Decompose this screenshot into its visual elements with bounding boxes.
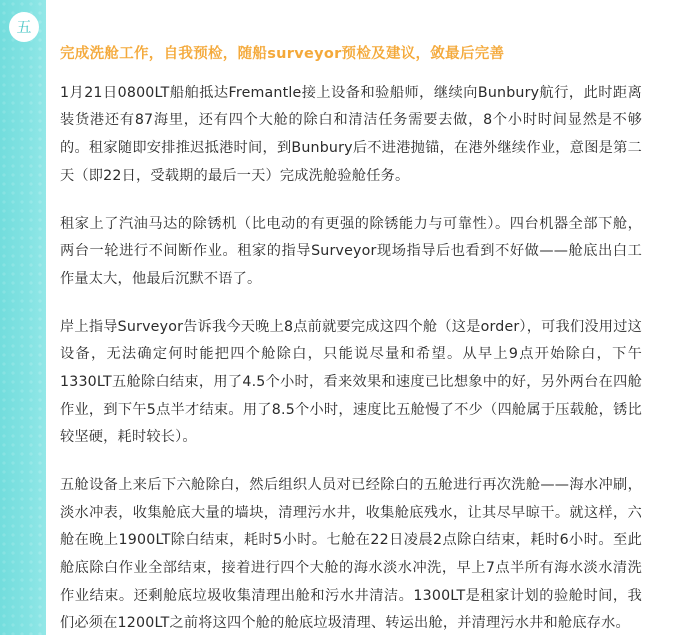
- chapter-number-badge: 五: [9, 12, 39, 42]
- body-paragraph: 1月21日0800LT船舶抵达Fremantle接上设备和验船师，继续向Bunbury航行，此时距离装货港还有87海里，还有四个大舱的除白和清洁任务需要去做，8个小时时间显然是不够的。租家随即安排推迟抵港时间，到Bunbury后不进港抛锚，在港外继续作业，意图是第二天（即22日，受载期的最后一天）完成洗舱验舱任务。: [60, 84, 642, 184]
- section-heading: 完成洗舱工作，自我预检，随船surveyor预检及建议，敛最后完善: [60, 46, 505, 62]
- body-paragraph: 岸上指导Surveyor告诉我今天晚上8点前就要完成这四个舱（这是order），可我们没用过这设备，无法确定何时能把四个舱除白，只能说尽量和希望。从早上9点开始除白，下午1330LT五舱除白结束，用了4.5个小时，看来效果和速度已比想象中的好，另外两台在四舱作业，到下午5点半才结束。用了8.5个小时，速度比五舱慢了不少（四舱属于压载舱，锈比较坚硬，耗时较长）。: [60, 318, 642, 446]
- body-paragraph: 五舱设备上来后下六舱除白，然后组织人员对已经除白的五舱进行再次洗舱——海水冲刷，淡水冲表，收集舱底大量的墙块，清理污水井，收集舱底残水，让其尽早晾干。就这样，六舱在晚上1900LT除白结束，耗时5小时。七舱在22日凌晨2点除白结束，耗时6小时。至此舱底除白作业全部结束，接着进行四个大舱的海水淡水冲洗，早上7点半所有海水淡水清洗作业结束。还剩舱底垃圾收集清理出舱和污水井清洁。1300LT是租家计划的验舱时间，我们必须在1200LT之前将这四个舱的舱底垃圾清理、转运出舱，并清理污水井和舱底存水。: [60, 477, 642, 632]
- decorative-left-band-gradient: [0, 0, 46, 635]
- body-paragraph: 租家上了汽油马达的除锈机（比电动的有更强的除锈能力与可靠性）。四台机器全部下舱，两台一轮进行不间断作业。租家的指导Surveyor现场指导后也看到不好做——舱底出白工作量太大，他最后沉默不语了。: [60, 215, 642, 287]
- document-content: [60, 0, 664, 635]
- decorative-left-band: [0, 0, 46, 635]
